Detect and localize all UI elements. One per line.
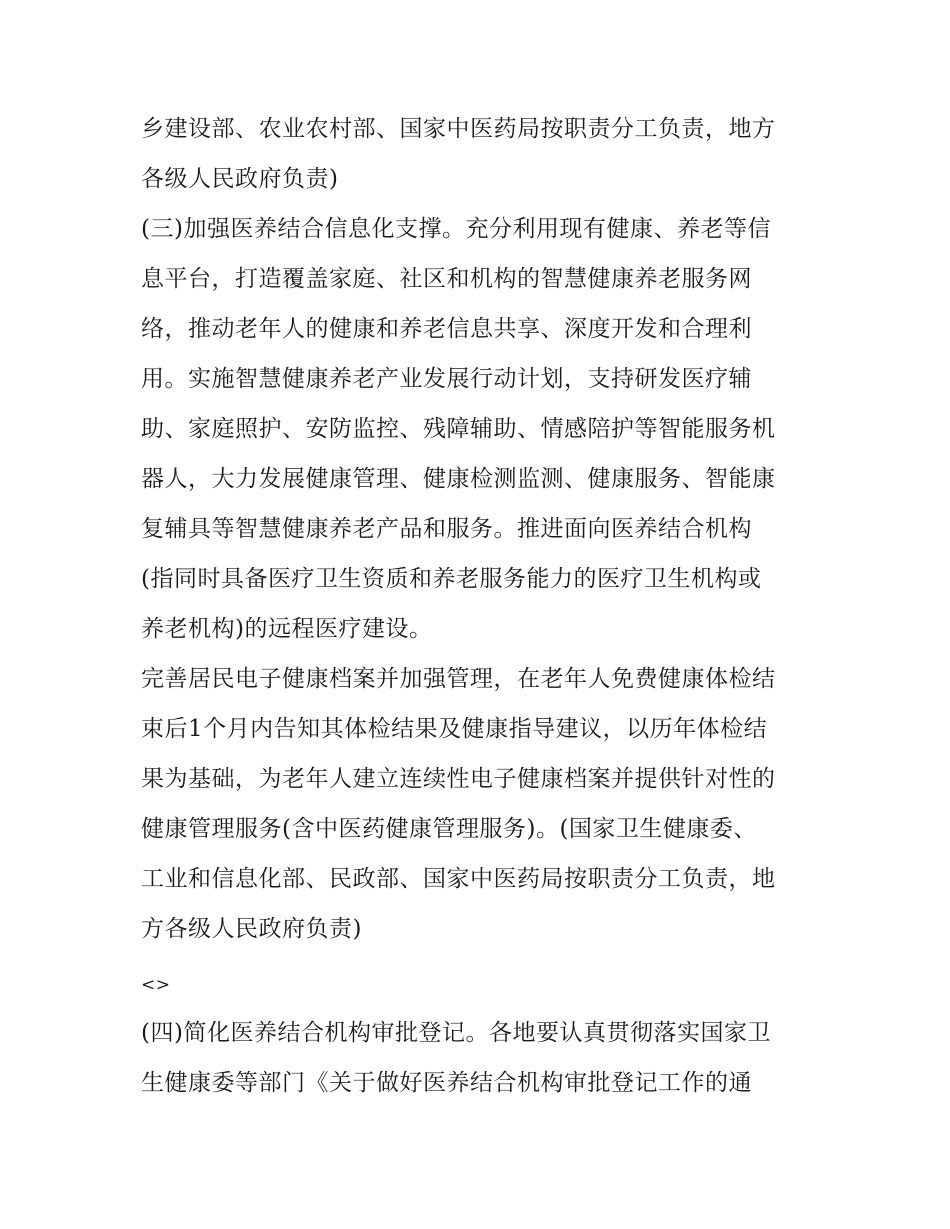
- text-line: 工业和信息化部、民政部、国家中医药局按职责分工负责，地: [141, 866, 776, 892]
- text-line: 养老机构)的远程医疗建设。: [141, 616, 433, 642]
- text-line: 助、家庭照护、安防监控、残障辅助、情感陪护等智能服务机: [141, 416, 776, 442]
- text-line: 乡建设部、农业农村部、国家中医药局按职责分工负责，地方: [141, 116, 776, 142]
- text-line: 生健康委等部门《关于做好医养结合机构审批登记工作的通: [141, 1070, 752, 1096]
- text-line: (四)简化医养结合机构审批登记。各地要认真贯彻落实国家卫: [141, 1020, 771, 1046]
- text-line: 络，推动老年人的健康和养老信息共享、深度开发和合理利: [141, 316, 752, 342]
- text-line: 用。实施智慧健康养老产业发展行动计划，支持研发医疗辅: [141, 366, 752, 392]
- text-line: (指同时具备医疗卫生资质和养老服务能力的医疗卫生机构或: [141, 566, 762, 592]
- text-line: 复辅具等智慧健康养老产品和服务。推进面向医养结合机构: [141, 516, 752, 542]
- text-line: 方各级人民政府负责): [141, 916, 362, 942]
- text-line: 果为基础，为老年人建立连续性电子健康档案并提供针对性的: [141, 766, 776, 792]
- text-line: 健康管理服务(含中医药健康管理服务)。(国家卫生健康委、: [141, 816, 757, 842]
- text-line: 束后1个月内告知其体检结果及健康指导建议，以历年体检结: [141, 716, 768, 742]
- text-line: 完善居民电子健康档案并加强管理，在老年人免费健康体检结: [141, 666, 776, 692]
- text-line: (三)加强医养结合信息化支撑。充分利用现有健康、养老等信: [141, 216, 771, 242]
- text-line: 器人，大力发展健康管理、健康检测监测、健康服务、智能康: [141, 466, 776, 492]
- text-line: 息平台，打造覆盖家庭、社区和机构的智慧健康养老服务网: [141, 266, 752, 292]
- text-line: 各级人民政府负责): [141, 166, 339, 192]
- text-line: <>: [141, 975, 171, 995]
